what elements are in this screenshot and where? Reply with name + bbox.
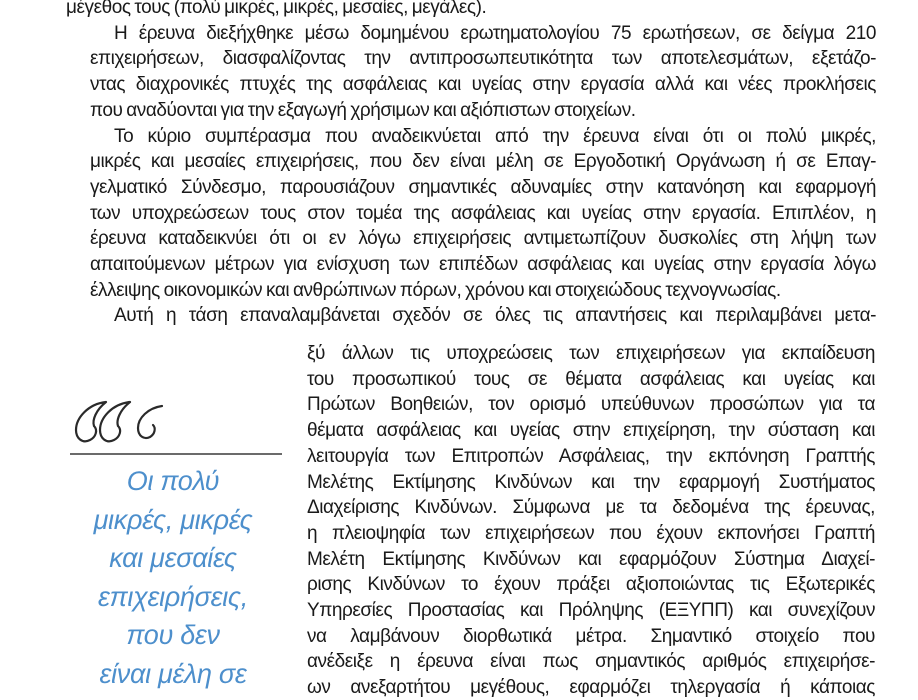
text-line: ξύ άλλων τις υποχρεώσεις των επιχειρήσεων για εκπαίδευση <box>307 343 875 364</box>
text-line: Πρώτων Βοηθειών, τον ορισμό υπεύθυνων προσώπων για τα <box>307 394 875 416</box>
text-line: έρευνα καταδεικνύει ότι οι εν λόγω επιχειρήσεις αντιμετωπίζουν δυσκολίες στη λήψη των <box>90 228 876 250</box>
text-line: μικρές και μεσαίες επιχειρήσεις, που δεν είναι μέλη σε Εργοδοτική Οργάνωση ή σε Επαγ- <box>90 151 876 173</box>
text-line: γελματικό Σύνδεσμο, παρουσιάζουν σημαντικές αδυναμίες στην κατανόηση και εφαρμογή <box>90 176 876 198</box>
text-line: απαιτούμενων μέτρων για ενίσχυση των επιπέδων ασφάλειας και υγείας στην εργασία λόγω <box>90 254 876 276</box>
text-line: Διαχείρισης Κινδύνων. Σύμφωνα με τα δεδομένα της έρευνας, <box>307 497 875 519</box>
text-line: Αυτή η τάση επαναλαμβάνεται σχεδόν σε όλες τις απαντήσεις και περιλαμβάνει μετα- <box>114 305 876 327</box>
text-line: επιχειρήσεων, διασφαλίζοντας την αντιπροσωπευτικότητα των αποτελεσμάτων, εξετάζο- <box>90 48 876 70</box>
pull-quote-line: Οι πολύ <box>126 466 220 496</box>
pull-quote-line: επιχειρήσεις, <box>98 581 248 612</box>
paragraph-1 <box>66 21 876 124</box>
text-line: έλλειψης οικονομικών και ανθρώπινων πόρων, χρόνου και στοιχειώδους τεχνογνωσίας. <box>90 279 781 301</box>
pull-quote-line: μικρές, μικρές <box>93 504 253 535</box>
pull-quote-line: είναι μέλη σε <box>99 658 247 689</box>
text-line: Η έρευνα διεξήχθηκε μέσω δομημένου ερωτηματολογίου 75 ερωτήσεων, σε δείγμα 210 <box>114 22 876 44</box>
pull-quote-line: που δεν <box>126 620 220 650</box>
pull-quote-line: και μεσαίες <box>109 543 237 573</box>
text-line: που αναδύονται για την εξαγωγή χρήσιμων και αξιόπιστων στοιχείων. <box>90 99 636 121</box>
text-line: των υποχρεώσεων τους στον τομέα της ασφάλειας και υγείας στην εργασία. Επιπλέον, η <box>90 202 876 224</box>
text-line: Μελέτη Εκτίμησης Κινδύνων και εφαρμόζουν Σύστημα Διαχεί- <box>307 548 875 570</box>
article-body-narrow-column <box>307 341 875 700</box>
paragraph-3-start <box>66 303 876 329</box>
article-body-full-width <box>66 0 876 329</box>
text-line: μέγεθος τους (πολύ μικρές, μικρές, μεσαίες, μεγάλες). <box>66 0 487 18</box>
text-line: θέματα ασφάλειας και υγείας στην επιχείρηση, την σύσταση και <box>307 420 875 442</box>
text-line: ων ανεξαρτήτου μεγέθους, εφαρμόζει τηλεργασία ή κάποιας <box>307 677 875 699</box>
text-line: ρισης Κινδύνων το έχουν πράξει αξιοποιώντας τις Εξωτερικές <box>307 574 875 596</box>
text-line: να λαμβάνουν διορθωτικά μέτρα. Σημαντικό στοιχείο που <box>307 625 875 647</box>
quotation-mark-icon <box>66 396 286 460</box>
paragraph-2 <box>66 124 876 304</box>
text-line: η πλειοψηφία των επιχειρήσεων που έχουν εκπονήσει Γραπτή <box>307 522 875 544</box>
text-line: ανέδειξε η έρευνα είναι πως σημαντικός αριθμός επιχειρήσε- <box>307 651 875 673</box>
text-line: Το κύριο συμπέρασμα που αναδεικνύεται από την έρευνα είναι ότι οι πολύ μικρές, <box>114 125 876 147</box>
text-line: Υπηρεσίες Προστασίας και Πρόληψης (ΕΞΥΠΠ) και συνεχίζουν <box>307 600 875 622</box>
text-line: του προσωπικού τους σε θέματα ασφάλειας και υγείας και <box>307 368 875 390</box>
text-line: λειτουργία των Επιτροπών Ασφάλειας, την εκπόνηση Γραπτής <box>307 445 875 467</box>
paragraph-0 <box>66 0 876 21</box>
text-line: Μελέτης Εκτίμησης Κινδύνων και την εφαρμογή Συστήματος <box>307 471 875 493</box>
text-line: ντας διαχρονικές πτυχές της ασφάλειας και υγείας στην εργασία αλλά και νέες προκλήσεις <box>90 74 876 96</box>
pull-quote <box>62 462 284 693</box>
